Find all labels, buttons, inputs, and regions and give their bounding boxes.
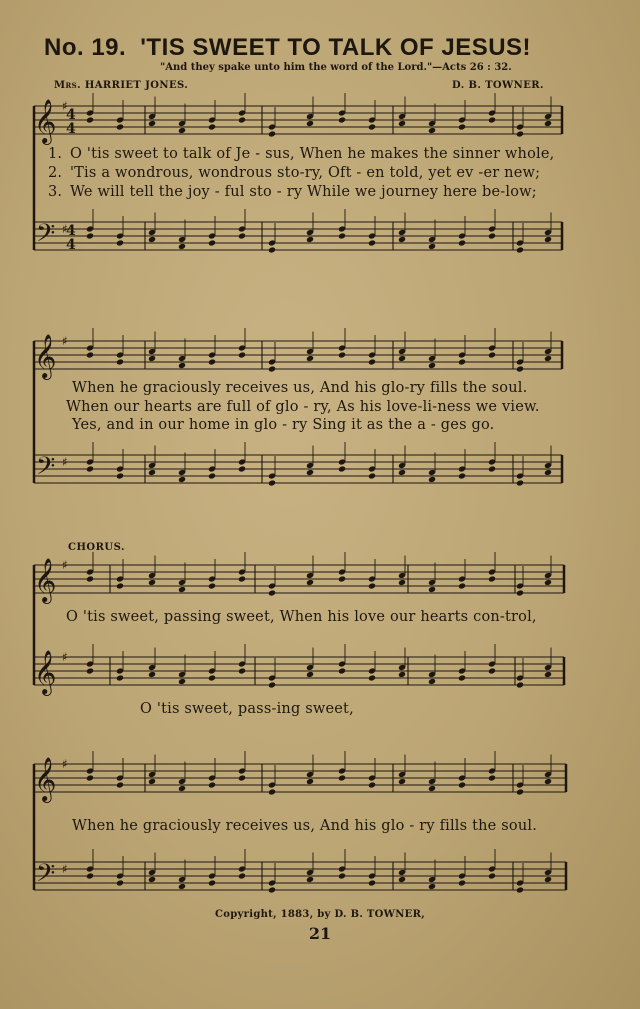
note-head [398, 579, 406, 586]
note-head [306, 236, 314, 243]
sharp-sign: ♯ [62, 862, 68, 876]
note-head [116, 472, 124, 479]
note-head [458, 239, 466, 246]
verse-3-line-1 [48, 184, 537, 200]
sharp-sign: ♯ [62, 334, 68, 348]
note-head [178, 785, 186, 792]
note-head [148, 876, 156, 883]
note-head [458, 582, 466, 589]
verse-2-line-1 [48, 165, 540, 181]
note-head [116, 358, 124, 365]
note-head [208, 879, 216, 886]
note-head [268, 365, 276, 372]
note-head [544, 579, 552, 586]
note-head [238, 575, 246, 582]
treble-clef: 𝄞 [34, 757, 57, 801]
sharp-sign: ♯ [62, 99, 68, 113]
note-head [516, 365, 524, 372]
note-head [338, 465, 346, 472]
note-head [178, 678, 186, 685]
note-head [306, 579, 314, 586]
note-head [368, 123, 376, 130]
note-head [178, 362, 186, 369]
note-head [488, 774, 496, 781]
note-head [306, 778, 314, 785]
note-head [398, 469, 406, 476]
bass-clef: 𝄢 [36, 219, 56, 254]
sharp-sign: ♯ [62, 222, 68, 236]
treble-clef: 𝄞 [34, 334, 57, 378]
verse-1-line-1 [48, 146, 554, 162]
note-head [488, 667, 496, 674]
note-head [488, 575, 496, 582]
note-head [516, 130, 524, 137]
note-head [368, 239, 376, 246]
note-head [544, 120, 552, 127]
author-credit: Mrs. HARRIET JONES. [54, 80, 189, 91]
note-head [116, 582, 124, 589]
note-head [398, 355, 406, 362]
note-head [208, 674, 216, 681]
hymn-number: No. 19. [44, 34, 127, 61]
composer-credit: D. B. TOWNER. [452, 80, 544, 91]
note-head [398, 236, 406, 243]
verse-3-line-2: Yes, and in our home in glo - ry Sing it as the a - ges go. [72, 417, 495, 433]
note-head [458, 781, 466, 788]
note-head [544, 355, 552, 362]
note-head [458, 472, 466, 479]
note-head [238, 667, 246, 674]
note-head [86, 872, 94, 879]
note-head [238, 116, 246, 123]
chorus-lower-lyric: O 'tis sweet, pass-ing sweet, [140, 701, 354, 717]
lyric-text: We will tell the joy - ful sto - ry While we journey here be-low; [70, 184, 537, 200]
note-head [544, 876, 552, 883]
note-head [516, 788, 524, 795]
sharp-sign: ♯ [62, 757, 68, 771]
sharp-sign: ♯ [62, 455, 68, 469]
note-head [306, 876, 314, 883]
note-head [368, 582, 376, 589]
note-head [148, 671, 156, 678]
note-head [428, 785, 436, 792]
note-head [516, 479, 524, 486]
note-head [268, 246, 276, 253]
note-head [338, 575, 346, 582]
note-head [368, 358, 376, 365]
note-head [544, 778, 552, 785]
lyric-text: 'Tis a wondrous, wondrous sto-ry, Oft - en told, yet ev -er new; [70, 165, 541, 181]
note-head [208, 239, 216, 246]
note-head [116, 781, 124, 788]
note-head [306, 469, 314, 476]
verse-1-line-2: When he graciously receives us, And his glo-ry fills the soul. [72, 380, 528, 396]
note-head [178, 586, 186, 593]
note-head [428, 678, 436, 685]
note-head [338, 774, 346, 781]
note-head [178, 476, 186, 483]
treble-clef: 𝄞 [34, 650, 57, 694]
note-head [238, 232, 246, 239]
note-head [178, 243, 186, 250]
note-head [238, 872, 246, 879]
sharp-sign: ♯ [62, 558, 68, 572]
note-head [116, 879, 124, 886]
note-head [368, 781, 376, 788]
sharp-sign: ♯ [62, 650, 68, 664]
note-head [338, 232, 346, 239]
note-head [208, 472, 216, 479]
treble-clef: 𝄞 [34, 99, 57, 143]
verse-number: 1. [48, 146, 63, 162]
note-head [306, 120, 314, 127]
bass-clef: 𝄢 [36, 859, 56, 894]
note-head [488, 351, 496, 358]
note-head [148, 355, 156, 362]
note-head [544, 236, 552, 243]
note-head [516, 589, 524, 596]
note-head [458, 358, 466, 365]
note-head [368, 879, 376, 886]
note-head [306, 671, 314, 678]
note-head [208, 358, 216, 365]
hymn-title-text: 'TIS SWEET TO TALK OF JESUS! [140, 34, 532, 61]
note-head [238, 465, 246, 472]
note-head [208, 781, 216, 788]
note-head [516, 886, 524, 893]
note-head [268, 886, 276, 893]
note-head [306, 355, 314, 362]
note-head [86, 351, 94, 358]
note-head [428, 883, 436, 890]
note-head [268, 589, 276, 596]
note-head [516, 246, 524, 253]
note-head [208, 123, 216, 130]
note-head [488, 465, 496, 472]
note-head [86, 774, 94, 781]
note-head [368, 674, 376, 681]
note-head [208, 582, 216, 589]
epigraph: "And they spake unto him the word of the Lord."—Acts 26 : 32. [160, 62, 512, 73]
note-head [398, 876, 406, 883]
chorus-final-lyric: When he graciously receives us, And his glo - ry fills the soul. [72, 818, 538, 834]
note-head [428, 476, 436, 483]
note-head [116, 123, 124, 130]
note-head [398, 778, 406, 785]
bass-clef: 𝄢 [36, 452, 56, 487]
note-head [488, 116, 496, 123]
copyright-notice: Copyright, 1883, by D. B. TOWNER, [215, 909, 425, 920]
note-head [428, 127, 436, 134]
note-head [178, 127, 186, 134]
note-head [428, 586, 436, 593]
note-head [148, 778, 156, 785]
time-signature: 4 [66, 107, 76, 123]
note-head [238, 351, 246, 358]
verse-number: 2. [48, 165, 63, 181]
note-head [268, 788, 276, 795]
note-head [86, 575, 94, 582]
note-head [544, 671, 552, 678]
note-head [268, 479, 276, 486]
chorus-upper-lyric: O 'tis sweet, passing sweet, When his love our hearts con-trol, [66, 609, 537, 625]
note-head [148, 579, 156, 586]
note-head [116, 674, 124, 681]
note-head [148, 236, 156, 243]
chorus-label: CHORUS. [68, 542, 125, 553]
note-head [86, 465, 94, 472]
treble-clef: 𝄞 [34, 558, 57, 602]
note-head [86, 232, 94, 239]
note-head [398, 120, 406, 127]
note-head [368, 472, 376, 479]
lyric-text: O 'tis sweet to talk of Je - sus, When he makes the sinner whole, [70, 146, 555, 162]
note-head [488, 872, 496, 879]
note-head [458, 674, 466, 681]
note-head [544, 469, 552, 476]
note-head [428, 243, 436, 250]
note-head [338, 872, 346, 879]
note-head [398, 671, 406, 678]
time-signature: 4 [66, 121, 76, 137]
note-head [238, 774, 246, 781]
note-head [268, 130, 276, 137]
note-head [458, 123, 466, 130]
note-head [428, 362, 436, 369]
page-number: 21 [308, 924, 332, 943]
note-head [148, 469, 156, 476]
note-head [116, 239, 124, 246]
note-head [458, 879, 466, 886]
note-head [86, 667, 94, 674]
time-signature: 4 [66, 237, 76, 253]
note-head [86, 116, 94, 123]
note-head [178, 883, 186, 890]
verse-2-line-2: When our hearts are full of glo - ry, As his love-li-ness we view. [66, 399, 540, 415]
verse-number: 3. [48, 184, 63, 200]
note-head [488, 232, 496, 239]
note-head [338, 116, 346, 123]
note-head [516, 681, 524, 688]
time-signature: 4 [66, 223, 76, 239]
note-head [148, 120, 156, 127]
note-head [338, 351, 346, 358]
note-head [268, 681, 276, 688]
note-head [338, 667, 346, 674]
